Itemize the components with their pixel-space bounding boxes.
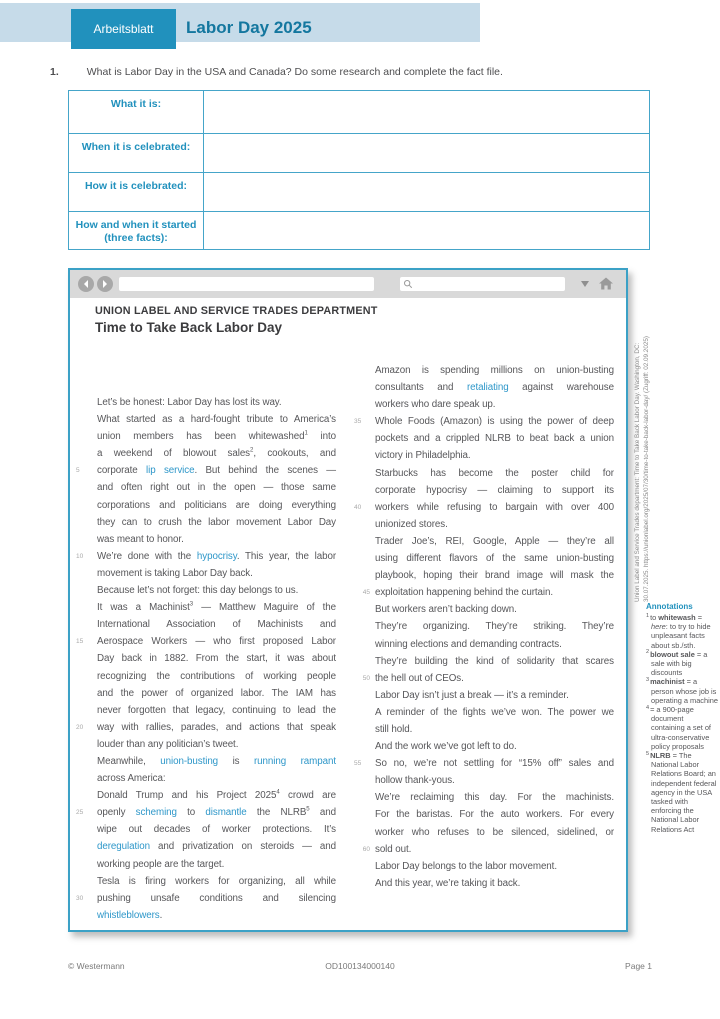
line-number: 40 — [354, 503, 362, 511]
text-segment: Starbucks has become the poster child for — [375, 467, 614, 479]
text-segment: was meant to honor. — [97, 533, 184, 545]
product-code: OD100134000140 — [325, 961, 395, 971]
text-segment: corporate — [97, 465, 147, 477]
article-line — [362, 584, 614, 601]
annotation-number: 4 — [646, 704, 650, 711]
text-segment: Because let’s not forget: this day belongs to us. — [97, 585, 299, 597]
citation-line-1: Union Label and Service Trades department: Time to Take Back Labor Day. Washington, DC: — [634, 342, 641, 602]
article-line — [76, 633, 336, 650]
source-citation — [633, 270, 652, 602]
article-line — [375, 875, 614, 892]
text-segment: victory in Philadelphia. — [375, 450, 471, 462]
address-bar[interactable] — [119, 277, 374, 291]
text-segment: unionized stores. — [375, 518, 448, 530]
article-line — [375, 516, 614, 533]
text-segment: It was a Machinist — [97, 602, 190, 614]
text-segment: Tesla is firing workers for organizing, all while — [97, 875, 336, 887]
text-segment: Amazon is spending millions on union-busting — [375, 365, 614, 376]
text-segment: whitewash — [658, 613, 696, 622]
text-segment: For the baristas. For the auto workers. For every — [375, 809, 614, 821]
annotations-sidebar — [646, 602, 718, 834]
text-segment: still hold. — [375, 723, 413, 735]
article-line — [375, 789, 614, 806]
text-segment: here — [651, 622, 666, 632]
text-segment: 1 — [304, 430, 308, 437]
article-line — [97, 873, 336, 890]
article-line — [97, 428, 336, 445]
line-number: 60 — [362, 845, 370, 853]
line-number: 10 — [76, 552, 84, 560]
article-line — [375, 653, 614, 670]
annotation-item — [646, 705, 718, 751]
text-segment: pushing unsafe conditions and silencing — [97, 892, 336, 904]
text-segment: working people are the target. — [97, 858, 225, 870]
article-column-right — [354, 362, 614, 892]
article-line — [375, 465, 614, 482]
article-line — [354, 499, 614, 516]
browser-window — [68, 268, 628, 932]
search-box[interactable] — [400, 277, 565, 291]
text-segment: openly — [97, 807, 136, 819]
annotation-item — [646, 677, 718, 705]
line-number: 20 — [76, 723, 84, 731]
text-segment: the hell out of CEOs. — [375, 672, 464, 684]
copyright-text: © Westermann — [68, 961, 125, 971]
task-1 — [50, 66, 670, 78]
page-title: Labor Day 2025 — [186, 18, 312, 37]
text-segment: corporations and politicians are doing everything — [97, 499, 336, 511]
text-segment: Let’s be honest: Labor Day has lost its way. — [97, 397, 282, 408]
glossary-link[interactable]: dismantle — [205, 807, 247, 819]
article-line — [375, 396, 614, 413]
text-segment: into — [307, 431, 336, 443]
article-line — [375, 447, 614, 464]
text-segment: — Matthew Maguire of the — [193, 602, 336, 614]
article-line — [97, 445, 336, 462]
article-line — [76, 719, 336, 736]
text-segment: louder than any politician’s tweet. — [97, 738, 239, 750]
glossary-link[interactable]: scheming — [135, 807, 177, 819]
article-title: Time to Take Back Labor Day — [95, 320, 283, 335]
line-number: 35 — [354, 418, 362, 426]
article-line — [97, 685, 336, 702]
article-line — [97, 514, 336, 531]
text-segment: A reminder of the fights we’ve won. The power we — [375, 706, 614, 718]
article-line — [97, 411, 336, 428]
text-segment: Meanwhile, — [97, 755, 161, 767]
article-line — [375, 858, 614, 875]
text-segment: 3 — [189, 601, 194, 608]
text-segment: 4 — [276, 789, 280, 796]
annotation-item — [646, 650, 718, 678]
article-line — [97, 394, 336, 411]
line-number: 55 — [354, 760, 362, 768]
text-segment: using different flavors of the same union-busting — [375, 553, 614, 565]
text-segment: is — [218, 755, 254, 767]
article-line — [375, 550, 614, 567]
annotation-number: 5 — [646, 750, 650, 757]
text-segment: recognizing the contributions of working people — [97, 670, 336, 682]
article-line — [362, 670, 614, 687]
text-segment: way with rallies, parades, and actions that speak — [97, 721, 336, 733]
text-segment: and often right out in the open — those same — [97, 482, 336, 494]
text-segment: pockets and a crippled NLRB to beat back a union — [375, 433, 614, 445]
article-line — [354, 755, 614, 772]
annotations-list — [646, 613, 718, 834]
page-number: Page 1 — [625, 961, 652, 971]
forward-button[interactable] — [97, 276, 113, 292]
text-segment: But workers aren’t backing down. — [375, 604, 517, 616]
text-segment: and the power of organized labor. The IAM has — [97, 687, 336, 699]
text-segment: We’re done with the — [97, 550, 197, 562]
article-line — [354, 413, 614, 430]
text-segment: Labor Day isn’t just a break — it’s a reminder. — [375, 689, 569, 701]
article-line — [375, 567, 614, 584]
article-line — [97, 497, 336, 514]
article-line — [97, 582, 336, 599]
article-line — [375, 379, 614, 396]
worksheet-type-tab: Arbeitsblatt — [71, 9, 176, 49]
text-segment: machinist — [650, 677, 685, 687]
article-line — [375, 636, 614, 653]
text-segment: and privatization on steroids — and — [149, 841, 336, 853]
text-segment: They’re building the kind of solidarity that scares — [375, 655, 614, 667]
text-segment: to — [176, 807, 206, 819]
task-number: 1. — [50, 66, 59, 78]
article-line — [375, 362, 614, 379]
line-number: 50 — [362, 674, 370, 682]
article-line — [375, 772, 614, 789]
text-segment: corporate hypocrisy — claiming to support its — [375, 484, 614, 496]
annotation-number: 1 — [646, 612, 650, 619]
fact-file-row — [69, 212, 650, 250]
text-segment: , cookouts, and — [253, 448, 336, 460]
text-segment: playbook, hoping their brand image will mask the — [375, 570, 614, 582]
annotation-number: 2 — [646, 649, 650, 656]
text-segment: What started as a hard-fought tribute to America’s — [97, 414, 336, 426]
article-line — [375, 430, 614, 447]
text-segment: to — [650, 613, 659, 622]
line-number: 45 — [362, 589, 370, 597]
text-segment: crowd are — [279, 790, 336, 802]
article-column-left — [76, 394, 337, 924]
text-segment: = — [695, 613, 703, 622]
article-line — [375, 601, 614, 618]
fact-file-label: When it is celebrated: — [69, 134, 204, 173]
fact-file-row — [69, 134, 650, 173]
fact-file-table — [68, 90, 650, 250]
article-line — [97, 838, 336, 855]
article-line — [76, 804, 337, 821]
text-segment: blowout sale — [650, 649, 695, 659]
text-segment: a weekend of blowout sales — [97, 448, 251, 460]
article-source-header: UNION LABEL AND SERVICE TRADES DEPARTMENT — [95, 305, 378, 317]
article-line — [97, 753, 336, 770]
text-segment: And this year, we’re taking it back. — [375, 877, 521, 889]
fact-file-label: How and when it started (three facts): — [69, 212, 204, 250]
article-line — [97, 856, 336, 873]
text-segment: workers while refusing to bargain with over 400 — [375, 501, 614, 513]
article-line — [97, 736, 336, 753]
back-arrow-icon — [81, 279, 91, 289]
annotation-item — [646, 613, 718, 650]
line-number: 5 — [76, 467, 80, 475]
text-segment: 5 — [306, 806, 310, 813]
fact-file-answer-cell[interactable] — [204, 134, 650, 173]
article-line — [375, 618, 614, 635]
article-line — [375, 824, 614, 841]
text-segment: So no, we’re not settling for “15% off” sales and — [375, 758, 614, 770]
text-segment: Day back in 1882. From the start, it was about — [97, 653, 336, 665]
text-segment: . — [159, 909, 163, 921]
fact-file-label: What it is: — [69, 91, 204, 134]
text-segment: across America: — [97, 773, 166, 785]
text-segment: hollow thank-yous. — [375, 775, 455, 787]
article-line — [375, 704, 614, 721]
annotations-heading: Annotations — [646, 602, 693, 611]
fact-file-answer-cell[interactable] — [204, 91, 650, 134]
text-segment: . But behind the scenes — — [194, 465, 336, 477]
fact-file-row — [69, 173, 650, 212]
text-segment: Labor Day belongs to the labor movement. — [375, 860, 557, 872]
article-line — [97, 479, 336, 496]
article-line — [76, 548, 337, 565]
text-segment: movement is taking Labor Day back. — [97, 567, 253, 579]
article-line — [97, 531, 336, 548]
citation-line-2: 30.07.2025. https://unionlabel.org/2025/07/30/time-to-take-back-labor-day/ (Zugriff: 02.09.2025) — [643, 336, 651, 602]
article-line — [97, 907, 336, 924]
text-segment: union members has been whitewashed — [97, 431, 305, 443]
search-icon — [403, 279, 413, 289]
text-segment: . This year, the labor — [236, 550, 337, 562]
home-icon[interactable] — [598, 276, 614, 296]
glossary-link[interactable]: hypocrisy — [196, 550, 237, 562]
text-segment: the NLRB — [246, 807, 307, 819]
article-line — [97, 770, 336, 787]
text-segment: and — [309, 807, 337, 819]
text-segment: Whole Foods (Amazon) is using the power of deep — [375, 416, 614, 428]
text-segment: worker who refuses to be silenced, sidelined, or — [375, 826, 614, 838]
text-segment: = a sale with big discounts — [651, 649, 708, 678]
glossary-link[interactable]: union-busting — [160, 755, 219, 767]
text-segment: 2 — [250, 448, 254, 455]
article-line — [375, 687, 614, 704]
text-segment: winning elections and demanding contracts. — [375, 638, 562, 650]
text-segment: sold out. — [375, 843, 412, 855]
text-segment: they can to crush the labor movement Labor Day — [97, 516, 336, 528]
text-segment: They’re organizing. They’re striking. They’re — [375, 621, 614, 633]
text-segment: International Association of Machinists and — [97, 619, 336, 631]
text-segment: = a 900-page document containing a set of ultra-conservative policy proposals — [650, 705, 711, 751]
article-line — [375, 533, 614, 550]
text-segment: = The National Labor Relations Board; an independent federal agency in the USA tasked with enforcing the National Labor Relations Act — [651, 751, 717, 834]
annotation-number: 3 — [646, 676, 650, 683]
article-line — [97, 668, 336, 685]
glossary-link[interactable]: lip service — [146, 465, 195, 477]
browser-toolbar — [70, 270, 626, 298]
text-segment: Trader Joe’s, REI, Google, Apple — they’re all — [375, 535, 614, 547]
text-segment: : to try to hide unpleasant facts about sb./sth. — [651, 622, 711, 650]
task-text: What is Labor Day in the USA and Canada? Do some research and complete the fact file. — [86, 66, 503, 78]
text-segment: wipe out decades of worker protections. It’s — [97, 824, 336, 836]
article-line — [97, 650, 336, 667]
article-line — [76, 462, 336, 479]
text-segment: workers who dare speak up. — [375, 399, 496, 411]
glossary-link[interactable]: retaliating — [466, 382, 509, 394]
text-segment: Aerospace Workers — who first proposed Labor — [97, 636, 336, 648]
fact-file-label: How it is celebrated: — [69, 173, 204, 212]
article-line — [97, 787, 336, 804]
article-line — [97, 616, 336, 633]
text-segment: against warehouse — [508, 382, 614, 394]
article-line — [97, 565, 336, 582]
text-segment: consultants and — [375, 382, 467, 394]
fact-file-answer-cell[interactable] — [204, 173, 650, 212]
text-segment: Donald Trump and his Project 2025 — [97, 790, 277, 802]
text-segment: We’re reclaiming this day. For the machinists. — [375, 792, 614, 804]
text-segment: exploitation happening behind the curtain. — [375, 587, 554, 599]
line-number: 30 — [76, 894, 84, 902]
glossary-link[interactable]: deregulation — [97, 841, 150, 853]
article-line — [375, 482, 614, 499]
text-segment: = a person whose job is operating a machine — [651, 677, 718, 705]
article-line — [375, 738, 614, 755]
article-line — [375, 721, 614, 738]
article-line — [97, 702, 336, 719]
fact-file-row — [69, 91, 650, 134]
glossary-link[interactable]: running rampant — [253, 755, 336, 767]
text-segment: never forgotten that legacy, continuing to lead the — [97, 704, 336, 716]
annotation-item — [646, 751, 718, 834]
text-segment: NLRB — [650, 751, 671, 761]
line-number: 15 — [76, 638, 84, 646]
forward-arrow-icon — [100, 279, 110, 289]
dropdown-arrow-icon[interactable] — [581, 281, 589, 287]
article-line — [97, 821, 336, 838]
fact-file-answer-cell[interactable] — [204, 212, 650, 250]
text-segment: And the work we’ve got left to do. — [375, 741, 517, 753]
glossary-link[interactable]: whistleblowers — [97, 909, 160, 921]
article-line — [76, 890, 336, 907]
back-button[interactable] — [78, 276, 94, 292]
article-line — [375, 806, 614, 823]
line-number: 25 — [76, 809, 84, 817]
article-line — [97, 599, 336, 616]
article-line — [362, 841, 614, 858]
